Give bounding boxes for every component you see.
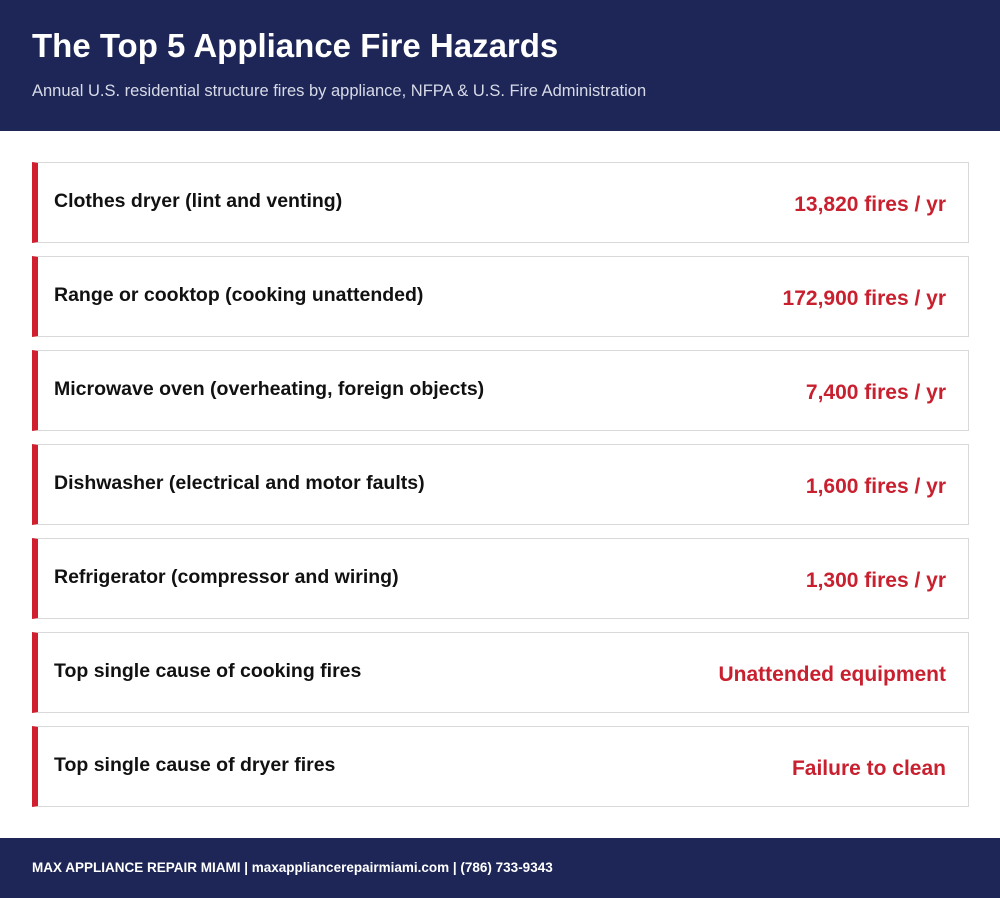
item-label: Dishwasher (electrical and motor faults) (54, 472, 425, 494)
item-value: Unattended equipment (718, 663, 946, 686)
list-item (32, 444, 969, 525)
item-value: 7,400 fires / yr (805, 381, 946, 404)
item-label: Top single cause of cooking fires (54, 660, 362, 682)
list-item (32, 162, 969, 243)
list-item (32, 632, 969, 713)
header-banner (0, 0, 1000, 131)
footer-banner (0, 838, 1000, 898)
item-value: 172,900 fires / yr (782, 287, 946, 310)
list-item (32, 256, 969, 337)
item-value: 1,600 fires / yr (805, 475, 946, 498)
page-subtitle: Annual U.S. residential structure fires by appliance, NFPA & U.S. Fire Administration (32, 82, 647, 100)
item-label: Microwave oven (overheating, foreign objects) (54, 378, 485, 400)
item-label: Range or cooktop (cooking unattended) (54, 284, 424, 306)
item-label: Refrigerator (compressor and wiring) (54, 566, 399, 588)
list-item (32, 350, 969, 431)
hazard-list (32, 162, 969, 807)
item-label: Top single cause of dryer fires (54, 754, 336, 776)
item-label: Clothes dryer (lint and venting) (54, 190, 343, 212)
list-item (32, 726, 969, 807)
list-item (32, 538, 969, 619)
footer-contact-text: MAX APPLIANCE REPAIR MIAMI | maxappliancerepairmiami.com | (786) 733-9343 (32, 860, 553, 875)
page-title: The Top 5 Appliance Fire Hazards (32, 27, 559, 64)
item-value: 1,300 fires / yr (805, 569, 946, 592)
item-value: Failure to clean (791, 757, 946, 780)
item-value: 13,820 fires / yr (794, 193, 946, 216)
